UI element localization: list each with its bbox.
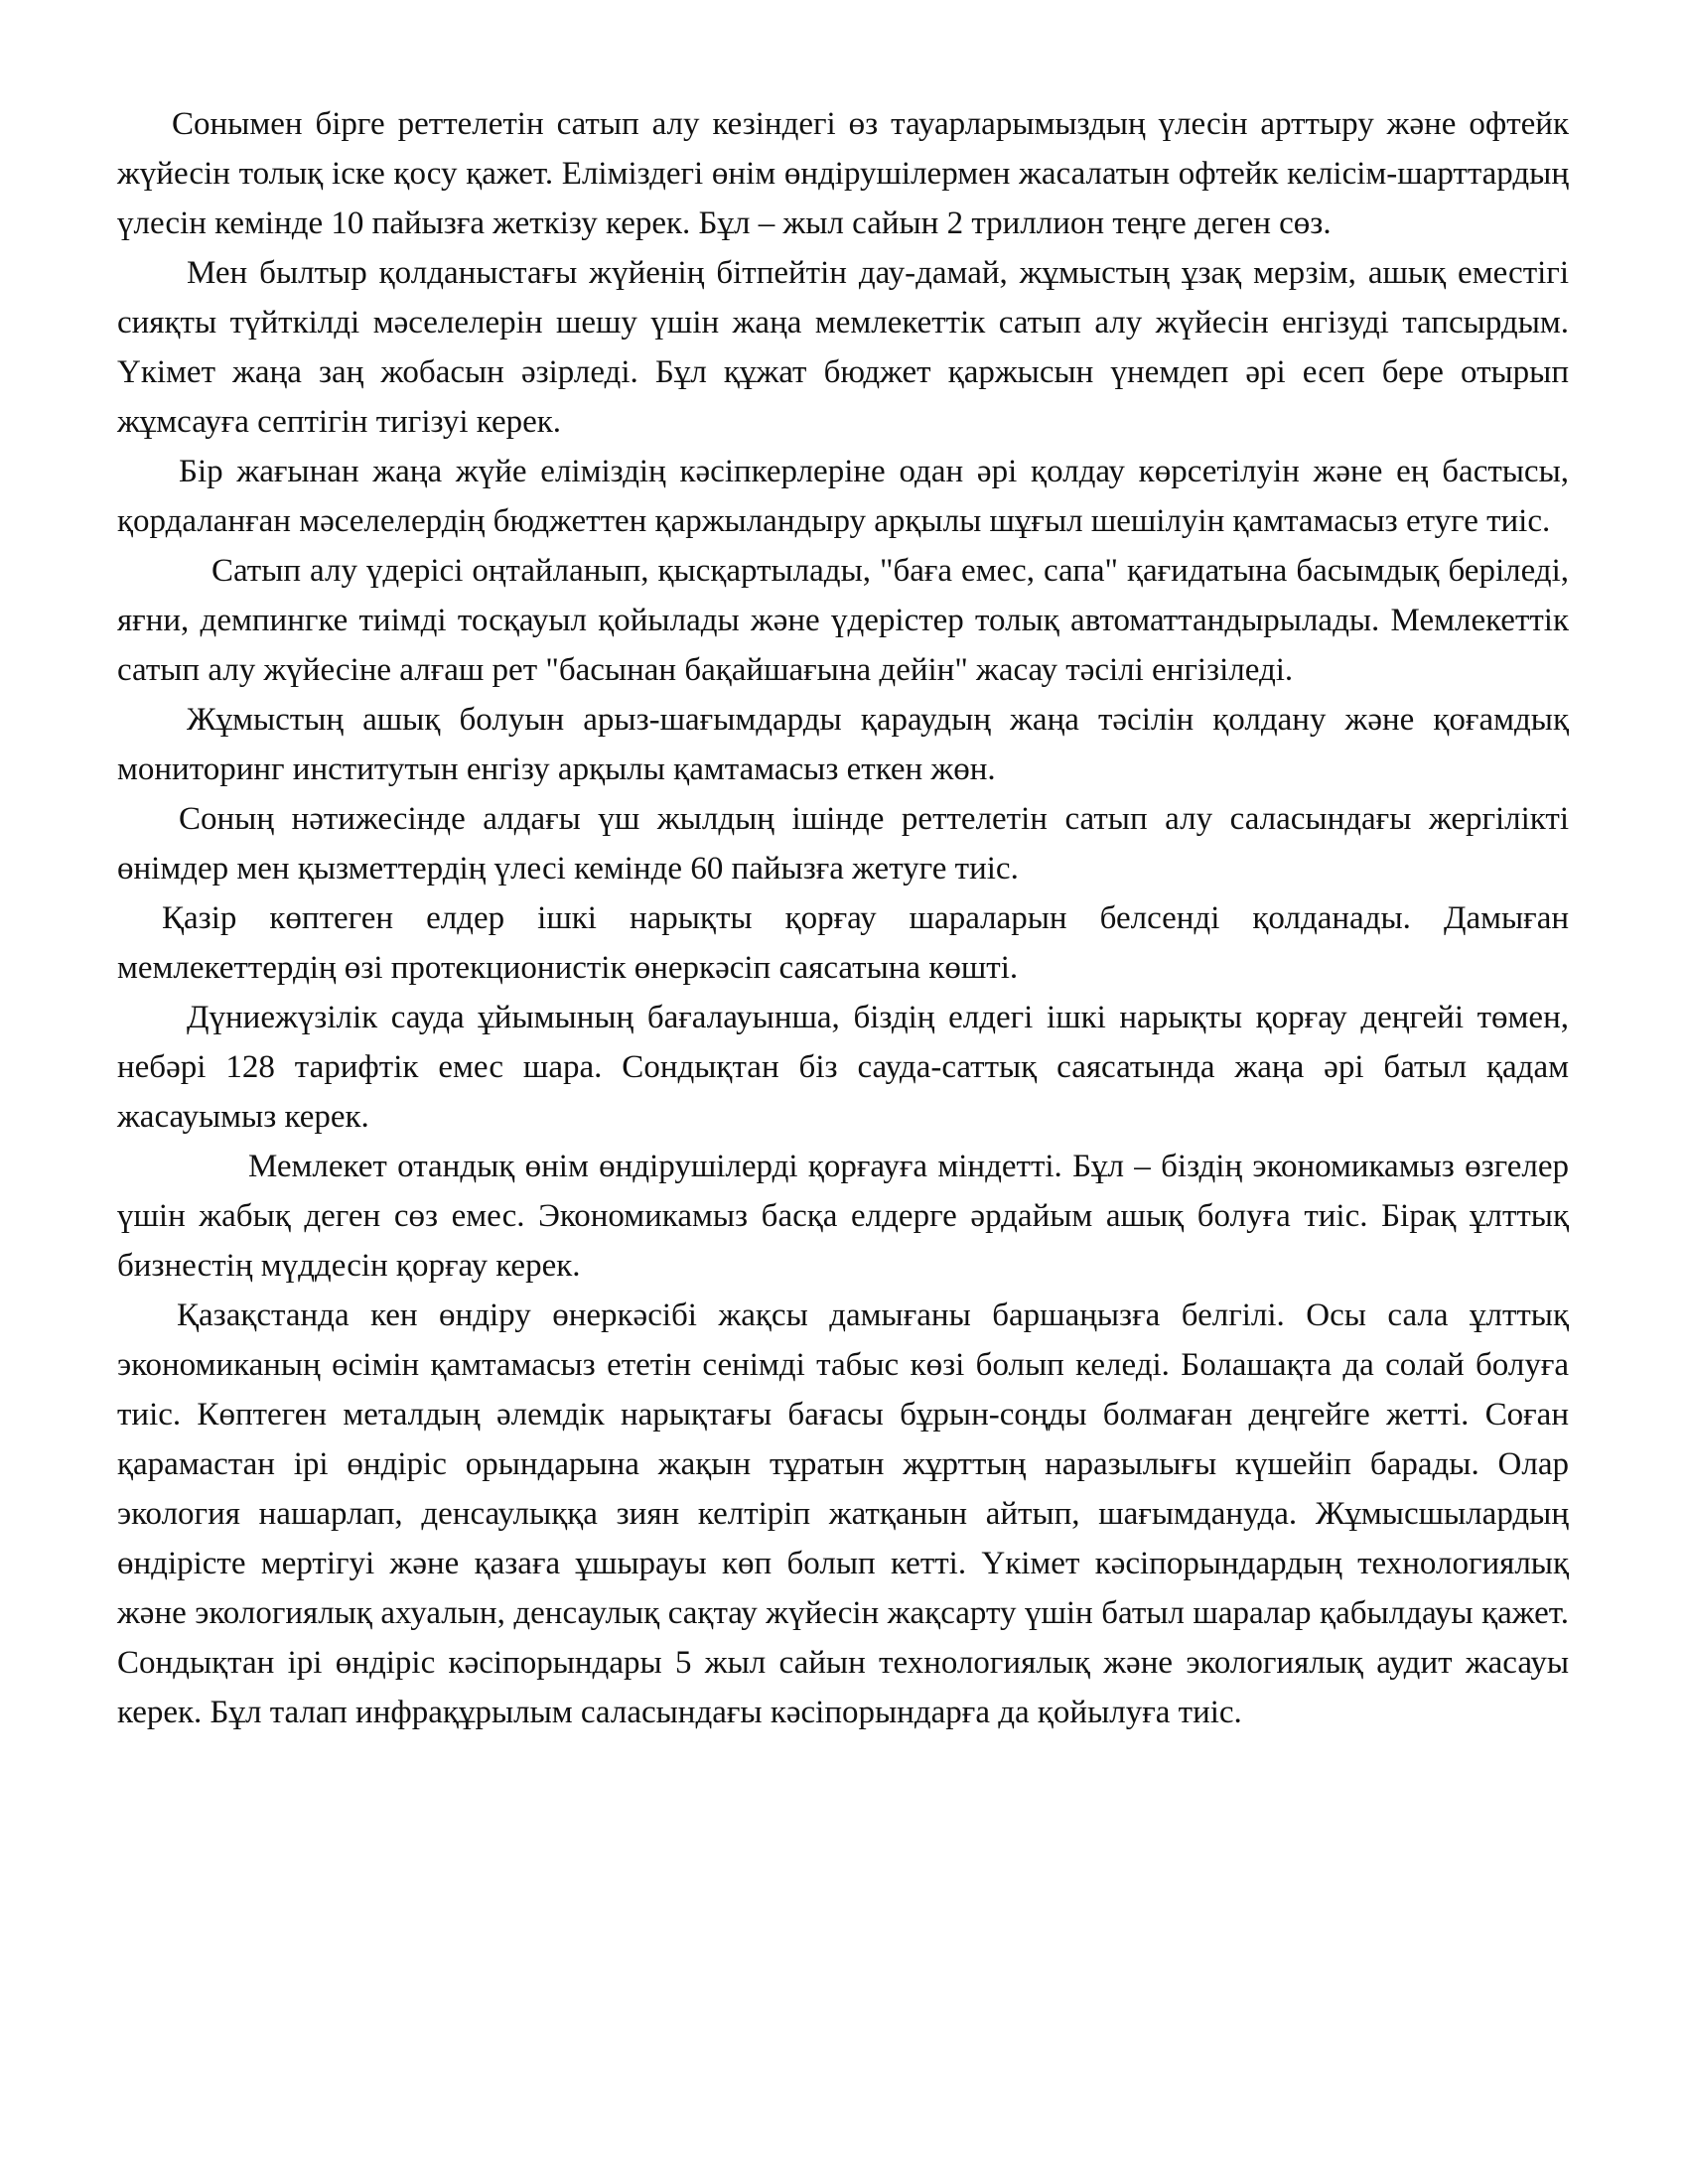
paragraph-procurement-process: Сатып алу үдерісі оңтайланып, қысқартылады, "баға емес, сапа" қағидатына басымдық беріледі, яғни, демпингке тиімді тосқауыл қойылады және үдерістер толық автоматтандырылады. Мемлекеттік сатып алу жүйесіне алғаш рет "басынан бақайшағына дейін" жасау тәсілі енгізіледі. — [117, 553, 1569, 688]
paragraph-market-protection: Қазір көптеген елдер ішкі нарықты қорғау шараларын белсенді қолданады. Дамыған мемлекеттердің өзі протекционистік өнеркәсіп саясатына көшті. — [117, 900, 1569, 986]
paragraph-procurement-system: Мен былтыр қолданыстағы жүйенің бітпейтін дау-дамай, жұмыстың ұзақ мерзім, ашық еместігі сияқты түйткілді мәселелерін шешу үшін жаңа мемлекеттік сатып алу жүйесін енгізуді тапсырдым. Үкімет жаңа заң жобасын әзірледі. Бұл құжат бюджет қаржысын үнемдеп әрі есеп бере отырып жұмсауға септігін тигізуі керек. — [117, 255, 1569, 440]
paragraph-wto-assessment: Дүниежүзілік сауда ұйымының бағалауынша, біздің елдегі ішкі нарықты қорғау деңгейі төмен, небәрі 128 тарифтік емес шара. Сондықтан біз сауда-саттық саясатында жаңа әрі батыл қадам жасауымыз керек. — [117, 1000, 1569, 1135]
paragraph-mining-industry: Қазақстанда кен өндіру өнеркәсібі жақсы дамығаны баршаңызға белгілі. Осы сала ұлттық экономиканың өсімін қамтамасыз ететін сенімді табыс көзі болып келеді. Болашақта да солай болуға тиіс. Көптеген металдың әлемдік нарықтағы бағасы бұрын-соңды болмаған деңгейге жетті. Соған қарамастан ірі өндіріс орындарына жақын тұратын жұрттың наразылығы күшейіп барады. Олар экология нашарлап, денсаулыққа зиян келтіріп жатқанын айтып, шағымдануда. Жұмысшылардың өндірісте мертігуі және қазаға ұшырауы көп болып кетті. Үкімет кәсіпорындардың технологиялық және экологиялық ахуалын, денсаулық сақтау жүйесін жақсарту үшін батыл шаралар қабылдауы қажет. Сондықтан ірі өндіріс кәсіпорындары 5 жыл сайын технологиялық және экологиялық аудит жасауы керек. Бұл талап инфрақұрылым саласындағы кәсіпорындарға да қойылуға тиіс. — [117, 1297, 1569, 1730]
paragraph-producer-protection: Мемлекет отандық өнім өндірушілерді қорғауға міндетті. Бұл – біздің экономикамыз өзгелер үшін жабық деген сөз емес. Экономикамыз басқа елдерге әрдайым ашық болуға тиіс. Бірақ ұлттық бизнестің мүддесін қорғау керек. — [117, 1149, 1569, 1284]
paragraph-transparency: Жұмыстың ашық болуын арыз-шағымдарды қараудың жаңа тәсілін қолдану және қоғамдық мониторинг институтын енгізу арқылы қамтамасыз еткен жөн. — [117, 702, 1569, 787]
paragraph-entrepreneur-support: Бір жағынан жаңа жүйе еліміздің кәсіпкерлеріне одан әрі қолдау көрсетілуін және ең бастысы, қордаланған мәселелердің бюджеттен қаржыландыру арқылы шұғыл шешілуін қамтамасыз етуге тиіс. — [117, 454, 1569, 539]
paragraph-offtake: Сонымен бірге реттелетін сатып алу кезіндегі өз тауарларымыздың үлесін арттыру және офтейк жүйесін толық іске қосу қажет. Еліміздегі өнім өндірушілермен жасалатын офтейк келісім-шарттардың үлесін кемінде 10 пайызға жеткізу керек. Бұл – жыл сайын 2 триллион теңге деген сөз. — [117, 106, 1569, 241]
paragraph-local-share: Соның нәтижесінде алдағы үш жылдың ішінде реттелетін сатып алу саласындағы жергілікті өнімдер мен қызметтердің үлесі кемінде 60 пайызға жетуге тиіс. — [117, 801, 1569, 887]
document-body — [117, 99, 1569, 1737]
